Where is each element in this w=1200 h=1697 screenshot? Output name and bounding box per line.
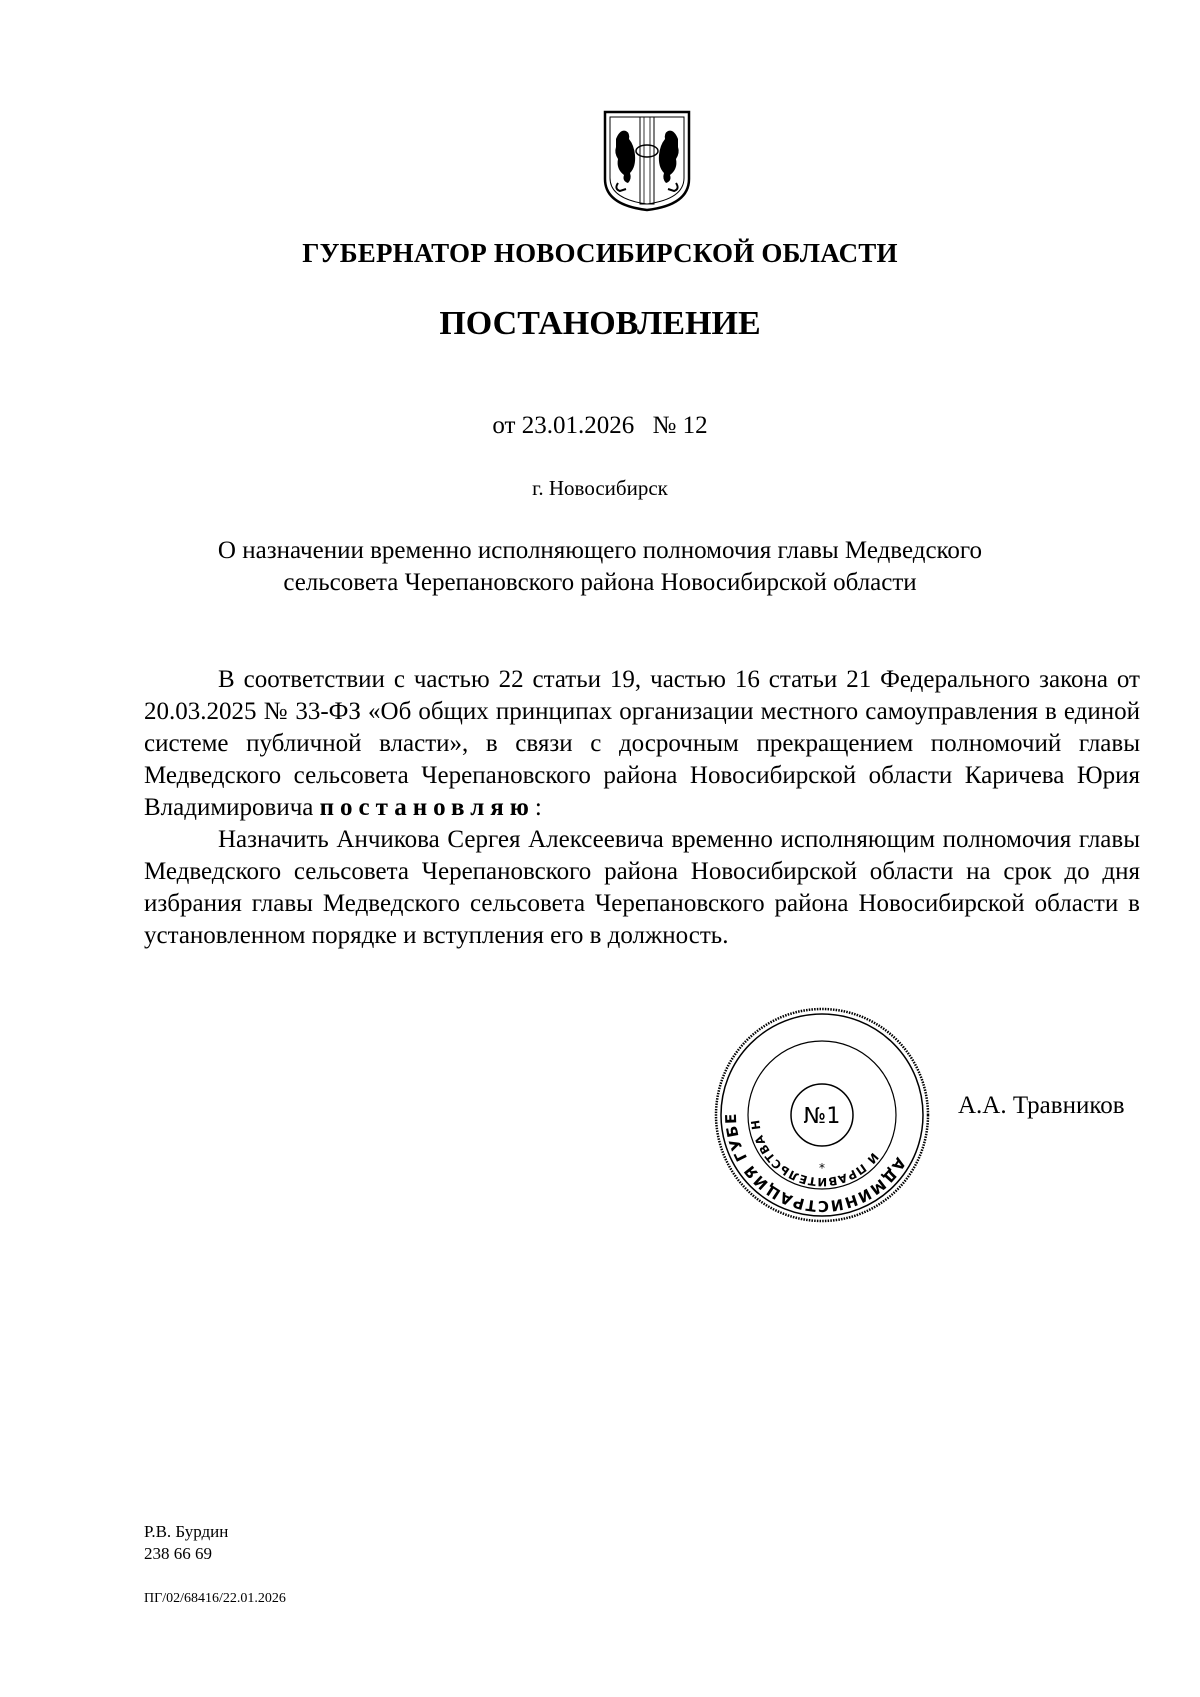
date-number-line: [0, 412, 1200, 440]
document-type-title: ПОСТАНОВЛЕНИЕ: [439, 305, 761, 342]
seal-inner-text: И ПРАВИТЕЛЬСТВА Н: [748, 1118, 882, 1190]
appointment-paragraph: Назначить Анчикова Сергея Алексеевича временно исполняющим полномочия главы Медведского сельсовета Черепановского района Новосибирской области на срок до дня избрания главы Медведского сельсовета Черепановского района Новосибирской области в установленном порядке и вступления его в должность.: [144, 826, 1140, 949]
document-number: № 12: [652, 412, 708, 439]
document-subject: [180, 535, 1020, 599]
seal-center-number: №1: [803, 1104, 841, 1129]
coat-of-arms-icon: [602, 109, 692, 213]
preamble-paragraph: [144, 664, 1140, 824]
decree-word: постановляю: [319, 794, 535, 821]
document-code: ПГ/02/68416/22.01.2026: [144, 1591, 286, 1606]
executor-name: Р.В. Бурдин: [144, 1522, 229, 1541]
document-date: 23.01.2026: [521, 412, 635, 439]
preamble-text: В соответствии с частью 22 статьи 19, частью 16 статьи 21 Федерального закона от 20.03.2025 № 33-ФЗ «Об общих принципах организации местного самоуправления в единой системе публичной власти», в связи с досрочным прекращением полномочий главы Медведского сельсовета Черепановского района Новосибирской области Каричева Юрия Владимировича: [144, 666, 1140, 821]
seal-outer-text: АДМИНИСТРАЦИЯ ГУБЕ: [721, 1112, 910, 1216]
official-seal: [714, 1007, 930, 1223]
subject-line-2: сельсовета Черепановского района Новосибирской области: [283, 569, 917, 596]
date-prefix: от: [492, 412, 516, 439]
city: г. Новосибирск: [532, 476, 668, 500]
executor-phone: 238 66 69: [144, 1544, 212, 1563]
decree-colon: :: [534, 794, 542, 821]
issuing-authority: ГУБЕРНАТОР НОВОСИБИРСКОЙ ОБЛАСТИ: [302, 238, 898, 268]
subject-line-1: О назначении временно исполняющего полномочия главы Медведского: [217, 537, 983, 564]
signatory-name: А.А. Травников: [958, 1092, 1125, 1119]
seal-star-icon: *: [819, 1161, 825, 1175]
executor-block: [144, 1521, 228, 1565]
document-body: [144, 664, 1140, 952]
